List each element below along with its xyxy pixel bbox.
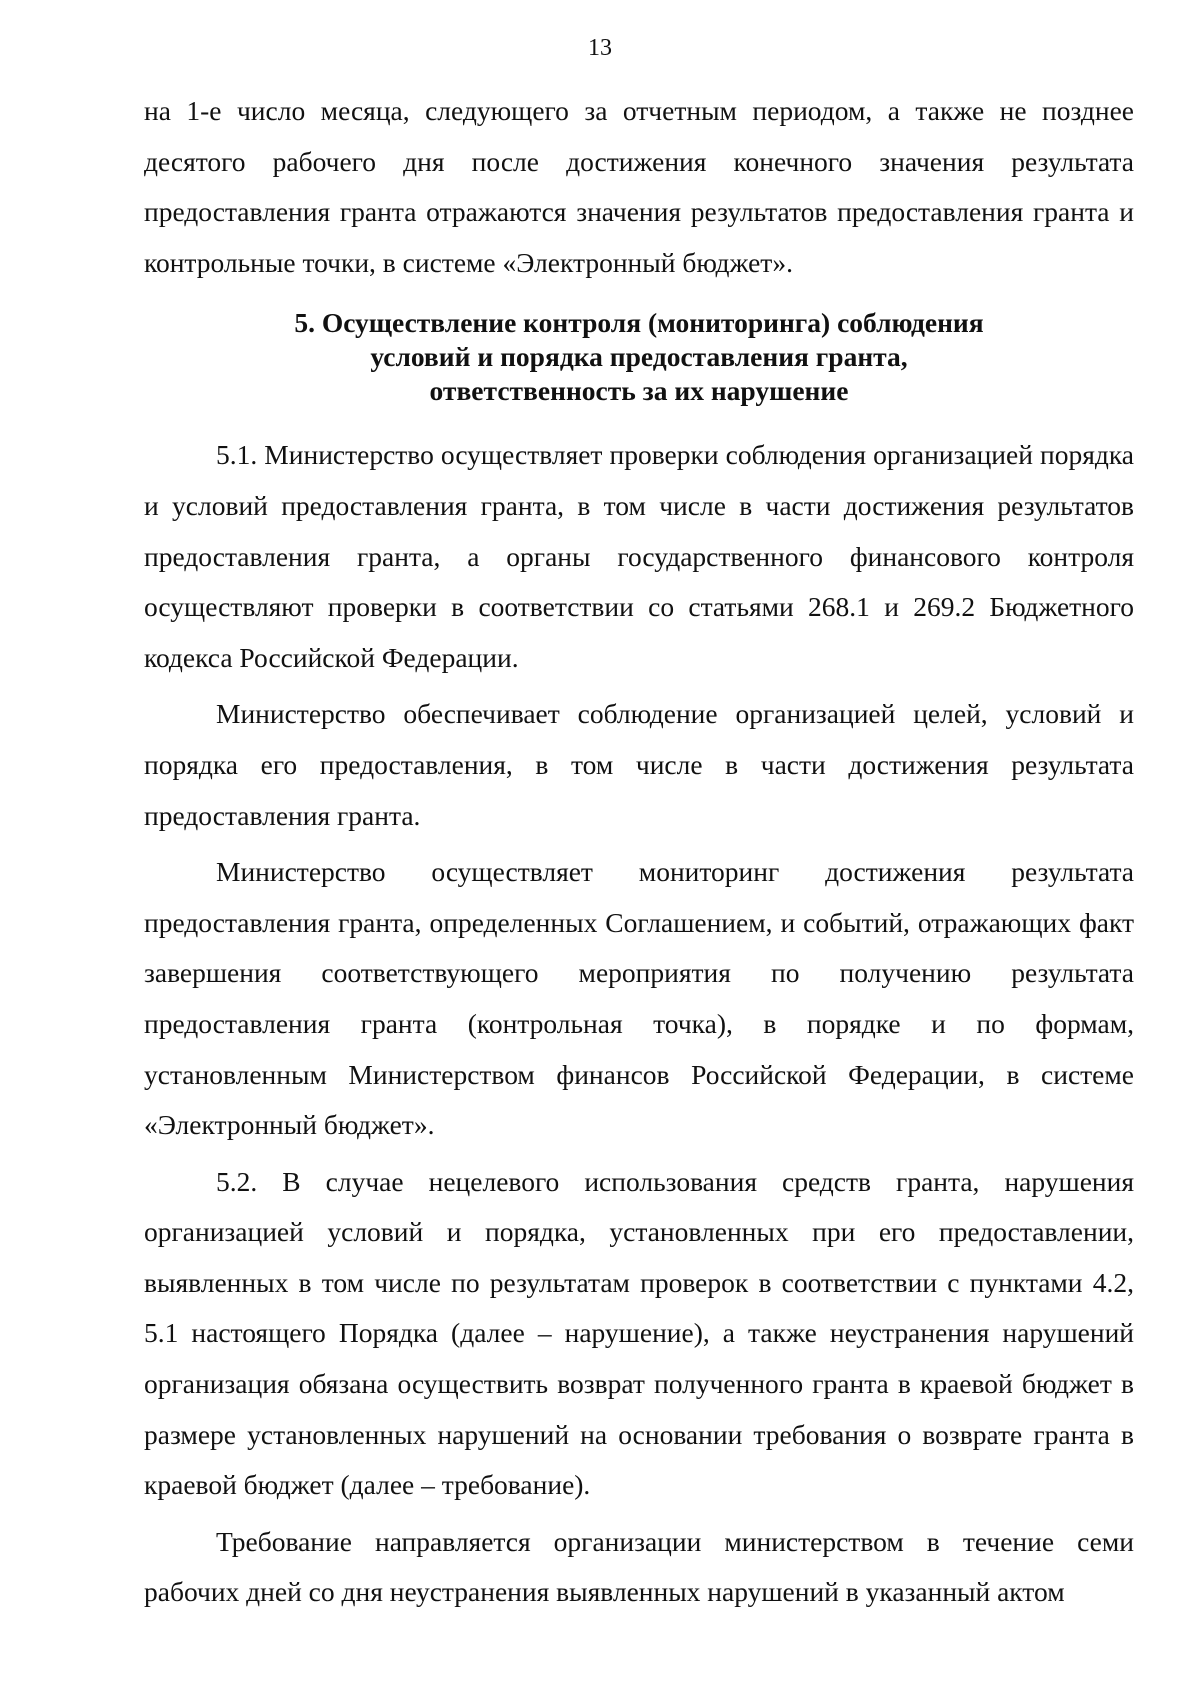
section-heading-line: ответственность за их нарушение [429, 375, 849, 407]
document-body [144, 86, 1134, 1618]
section-heading-line: 5. Осуществление контроля (мониторинга) соблюдения [294, 307, 984, 339]
paragraph-ministry-monitoring: Министерство осуществляет мониторинг достижения результата предоставления гранта, определенных Соглашением, и событий, отражающих факт завершения соответствующего мероприятия по получению результата предоставления гранта (контрольная точка), в порядке и по формам, установленным Министерством финансов Российской Федерации, в системе «Электронный бюджет». [144, 856, 1134, 1141]
section-heading-line: условий и порядка предоставления гранта, [370, 341, 908, 373]
paragraph-5-2: 5.2. В случае нецелевого использования средств гранта, нарушения организацией условий и порядка, установленных при его предоставлении, выявленных в том числе по результатам проверок в соответствии с пунктами 4.2, 5.1 настоящего Порядка (далее – нарушение), а также неустранения нарушений организация обязана осуществить возврат полученного гранта в краевой бюджет в размере установленных нарушений на основании требования о возврате гранта в краевой бюджет (далее – требование). [144, 1165, 1134, 1501]
page-number: 13 [588, 35, 612, 61]
paragraph-ministry-ensures: Министерство обеспечивает соблюдение организацией целей, условий и порядка его предоставления, в том числе в части достижения результата предоставления гранта. [144, 698, 1134, 831]
paragraph-requirement: Требование направляется организации министерством в течение семи рабочих дней со дня неустранения выявленных нарушений в указанный актом [144, 1525, 1134, 1608]
section-heading [144, 306, 1134, 408]
intro-paragraph: на 1-е число месяца, следующего за отчетным периодом, а также не позднее десятого рабочего дня после достижения конечного значения результата предоставления гранта отражаются значения результатов предоставления гранта и контрольные точки, в системе «Электронный бюджет». [144, 95, 1134, 278]
paragraph-5-1: 5.1. Министерство осуществляет проверки соблюдения организацией порядка и условий предоставления гранта, в том числе в части достижения результатов предоставления гранта, а органы государственного финансового контроля осуществляют проверки в соответствии со статьями 268.1 и 269.2 Бюджетного кодекса Российской Федерации. [144, 439, 1134, 673]
